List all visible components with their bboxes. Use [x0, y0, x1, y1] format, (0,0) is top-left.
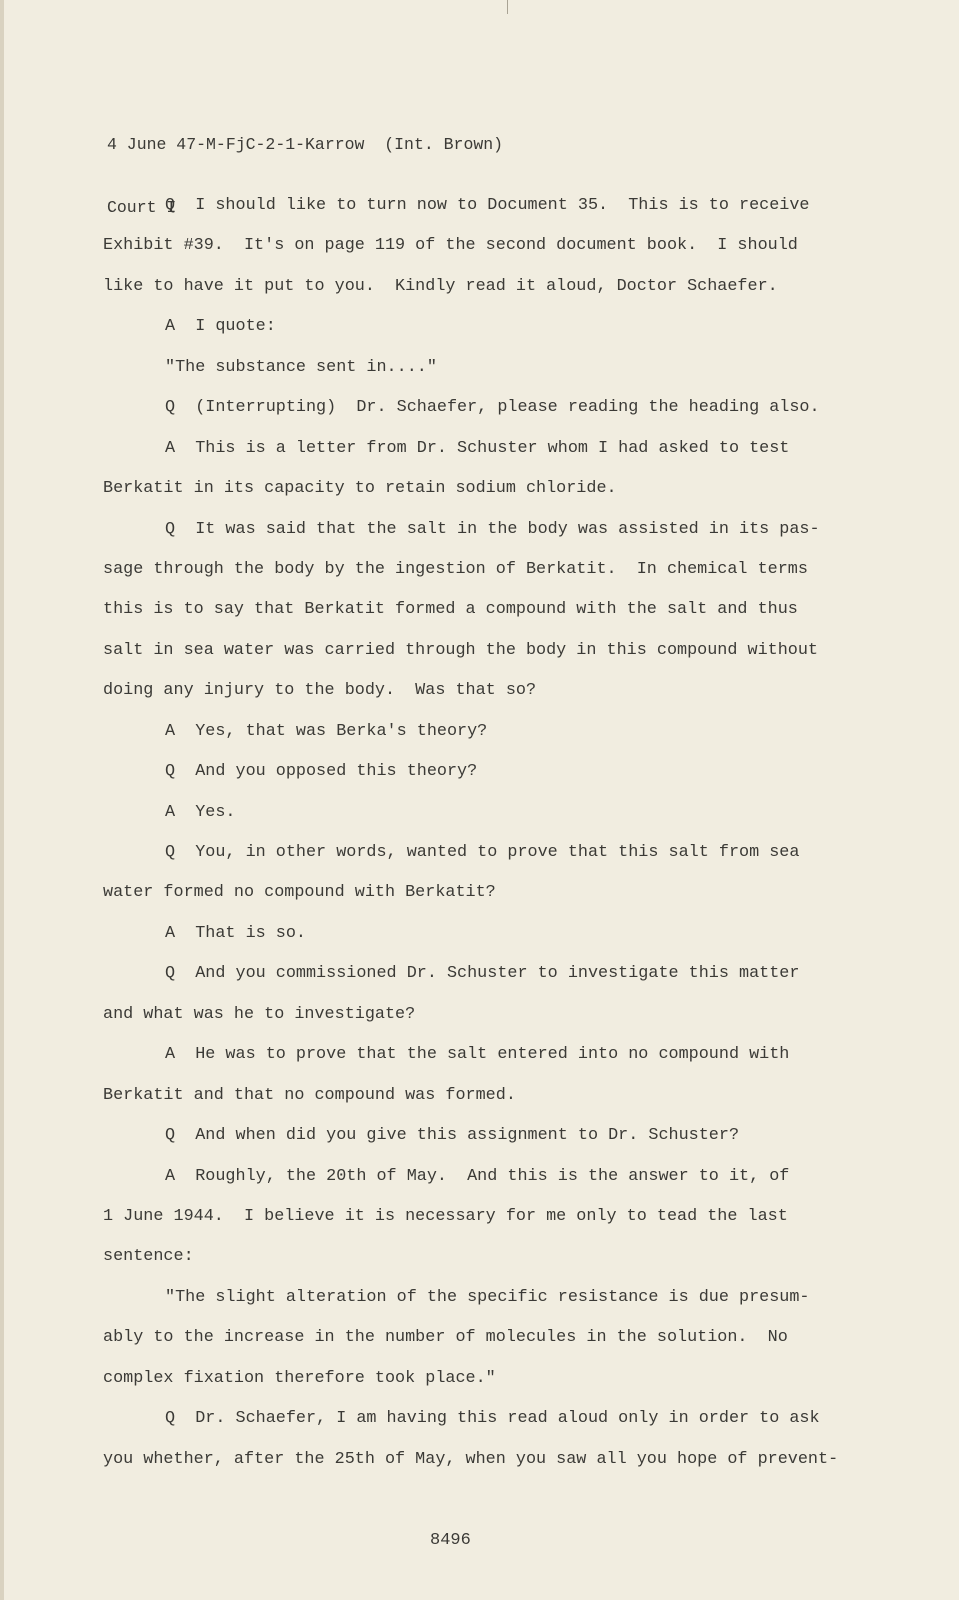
transcript-line: sentence: [103, 1247, 194, 1267]
fold-mark [507, 0, 508, 14]
transcript-line: complex fixation therefore took place." [103, 1368, 496, 1388]
header-reference: 4 June 47-M-FjC-2-1-Karrow (Int. Brown) [107, 135, 504, 154]
transcript-line: Q Dr. Schaefer, I am having this read aloud only in order to ask [165, 1409, 820, 1429]
transcript-line: ably to the increase in the number of molecules in the solution. No [103, 1328, 788, 1348]
transcript-line: Q I should like to turn now to Document 35. This is to receive [165, 196, 810, 215]
header-court: Court I [107, 198, 177, 217]
transcript-line: you whether, after the 25th of May, when you saw all you hope of prevent- [103, 1449, 839, 1469]
transcript-line: and what was he to investigate? [103, 1004, 416, 1024]
transcript-line: water formed no compound with Berkatit? [103, 883, 496, 903]
transcript-line: "The substance sent in...." [165, 357, 437, 377]
transcript-line: Q (Interrupting) Dr. Schaefer, please reading the heading also. [165, 398, 820, 418]
transcript-line: Berkatit in its capacity to retain sodium chloride. [103, 479, 617, 499]
transcript-line: Exhibit #39. It's on page 119 of the second document book. I should [103, 236, 798, 256]
transcript-line: Q And you opposed this theory? [165, 762, 478, 782]
transcript-line: 1 June 1944. I believe it is necessary for me only to tead the last [103, 1206, 788, 1226]
transcript-line: A Yes, that was Berka's theory? [165, 721, 488, 741]
transcript-line: "The slight alteration of the specific resistance is due presum- [165, 1287, 810, 1307]
page-number: 8496 [430, 1531, 471, 1550]
transcript-line: A Roughly, the 20th of May. And this is the answer to it, of [165, 1166, 790, 1186]
transcript-line: A Yes. [165, 802, 236, 822]
page-edge [0, 0, 4, 1600]
transcript-line: sage through the body by the ingestion of Berkatit. In chemical terms [103, 559, 808, 579]
transcript-line: like to have it put to you. Kindly read it aloud, Doctor Schaefer. [103, 276, 778, 296]
transcript-line: A He was to prove that the salt entered into no compound with [165, 1045, 790, 1065]
transcript-line: A This is a letter from Dr. Schuster whom I had asked to test [165, 438, 790, 458]
transcript-line: Q It was said that the salt in the body was assisted in its pas- [165, 519, 820, 539]
transcript-line: doing any injury to the body. Was that so? [103, 681, 537, 701]
transcript-line: Q And when did you give this assignment to Dr. Schuster? [165, 1126, 740, 1146]
transcript-line: A That is so. [165, 923, 306, 943]
transcript-line: Q You, in other words, wanted to prove that this salt from sea [165, 843, 800, 862]
transcript-body [103, 186, 883, 1480]
transcript-line: A I quote: [165, 317, 276, 337]
transcript-line: Berkatit and that no compound was formed. [103, 1085, 516, 1105]
transcript-line: Q And you commissioned Dr. Schuster to investigate this matter [165, 964, 800, 984]
transcript-line: salt in sea water was carried through the body in this compound without [103, 640, 818, 660]
transcript-line: this is to say that Berkatit formed a compound with the salt and thus [103, 600, 798, 620]
